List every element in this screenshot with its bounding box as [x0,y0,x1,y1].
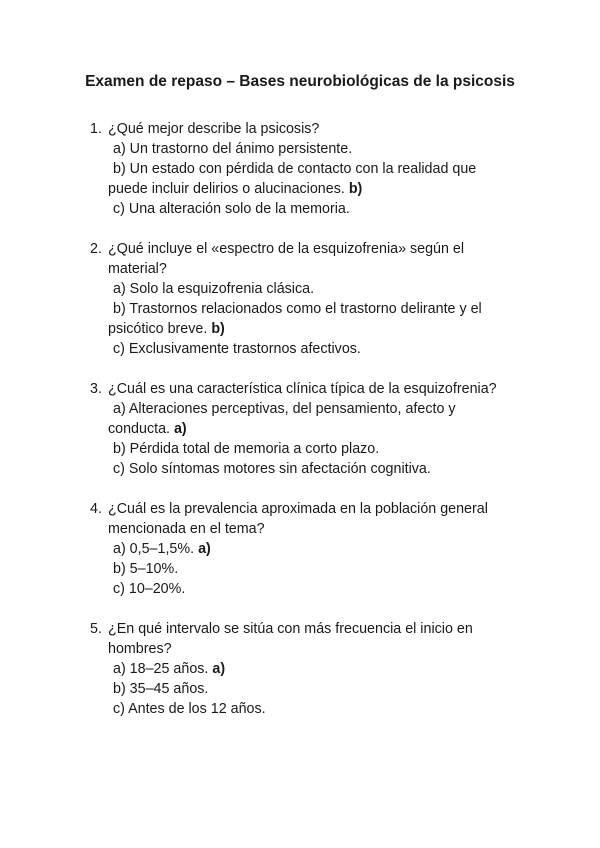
answer-key: b) [211,321,225,337]
question-3 [90,379,510,479]
option-b: b) Pérdida total de memoria a corto plazo. [113,441,380,457]
option-c: c) Antes de los 12 años. [113,701,266,717]
question-number: 4. [90,501,102,517]
question-number: 2. [90,241,102,257]
option-c: c) Una alteración solo de la memoria. [113,201,350,217]
option-b: b) Trastornos relacionados como el trastorno delirante y el psicótico breve. b) [108,301,482,337]
option-b: b) Un estado con pérdida de contacto con la realidad que puede incluir delirios o alucinaciones. b) [108,161,477,197]
option-a: a) Alteraciones perceptivas, del pensamiento, afecto y conducta. a) [108,401,456,437]
question-text: ¿Cuál es una característica clínica típica de la esquizofrenia? [108,381,497,397]
question-5 [90,619,510,719]
question-text: ¿En qué intervalo se sitúa con más frecuencia el inicio en hombres? [108,621,473,657]
question-text: ¿Qué mejor describe la psicosis? [108,121,320,137]
option-c: c) 10–20%. [113,581,186,597]
option-a: a) 18–25 años. a) [113,661,226,677]
question-1 [90,119,510,219]
page-title: Examen de repaso – Bases neurobiológicas de la psicosis [85,73,515,90]
option-a: a) Solo la esquizofrenia clásica. [113,281,315,297]
option-b: b) 35–45 años. [113,681,209,697]
option-a: a) Un trastorno del ánimo persistente. [113,141,353,157]
question-number: 1. [90,121,102,137]
option-a: a) 0,5–1,5%. a) [113,541,211,557]
answer-key: a) [212,661,226,677]
question-list [90,119,510,739]
option-c: c) Exclusivamente trastornos afectivos. [113,341,361,357]
question-4 [90,499,510,599]
question-2 [90,239,510,359]
answer-key: a) [198,541,211,557]
answer-key: a) [173,421,187,437]
question-text: ¿Qué incluye el «espectro de la esquizofrenia» según el material? [108,241,465,277]
question-text: ¿Cuál es la prevalencia aproximada en la población general mencionada en el tema? [108,501,488,537]
option-c: c) Solo síntomas motores sin afectación cognitiva. [113,461,431,477]
question-number: 5. [90,621,102,637]
answer-key: b) [348,181,363,197]
question-number: 3. [90,381,102,397]
option-b: b) 5–10%. [113,561,179,577]
